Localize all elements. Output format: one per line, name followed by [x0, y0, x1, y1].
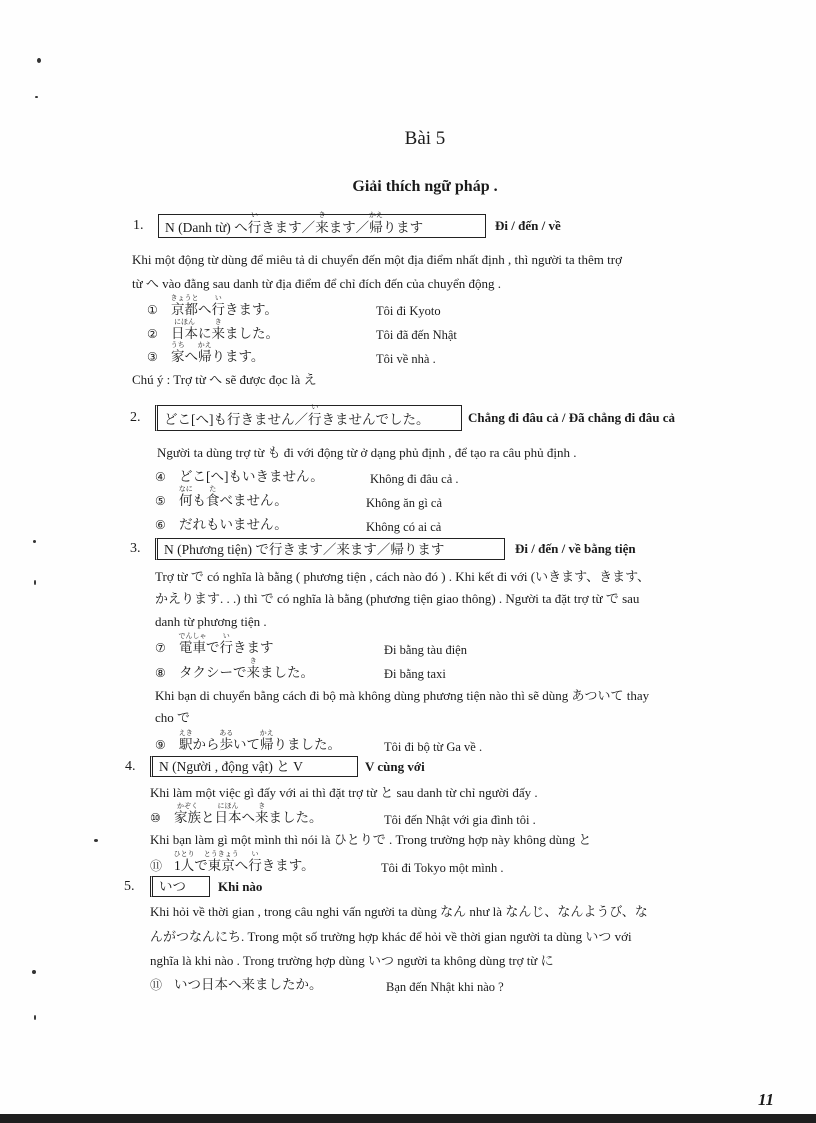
example-sentence	[150, 802, 323, 826]
kanji-with-furigana: 行 い	[308, 411, 322, 428]
japanese-text: で	[206, 640, 220, 655]
kanji-with-furigana: 来 き	[255, 810, 269, 826]
example-translation: Không ăn gì cả	[366, 496, 443, 510]
example-japanese	[179, 517, 288, 532]
kanji-with-furigana: 家族 かぞく	[174, 810, 201, 826]
example-marker: ⑧	[155, 666, 166, 680]
grammar-meaning: Đi / đến / về	[495, 218, 561, 233]
grammar-point-1-header	[133, 211, 561, 238]
kanji-with-furigana: 何 なに	[179, 493, 193, 509]
kanji-with-furigana: 日本 にほん	[171, 326, 198, 342]
example-marker: ④	[155, 470, 166, 484]
scan-speck	[34, 580, 36, 585]
example-marker: ⑤	[155, 494, 166, 508]
furigana: とうきょう	[203, 850, 239, 858]
kanji-with-furigana: 家 うち	[171, 349, 185, 365]
kanji-with-furigana: 来 き	[247, 665, 261, 681]
japanese-text: へ	[198, 302, 212, 317]
japanese-text: タクシーで	[179, 665, 247, 680]
example-japanese	[171, 318, 279, 341]
kanji-with-furigana: 電車 でんしゃ	[179, 640, 206, 656]
furigana: でんしゃ	[178, 632, 207, 640]
example-japanese	[170, 341, 265, 364]
example-marker: ⑦	[155, 641, 166, 655]
example-sentence	[155, 485, 288, 509]
example-translation: Đi bằng taxi	[384, 667, 446, 681]
kanji-with-furigana: 来 き	[212, 326, 226, 342]
japanese-text: から	[192, 737, 220, 752]
example-marker: ⑥	[155, 518, 166, 532]
japanese-text: へ	[184, 349, 198, 364]
example-sentence	[150, 850, 315, 874]
kanji-with-furigana: 帰 かえ	[369, 219, 383, 236]
furigana: にほん	[217, 802, 239, 810]
example-sentence	[147, 318, 279, 342]
japanese-text: N (Phương tiện) で行きます／来ます／帰ります	[164, 542, 445, 557]
example-marker: ⑩	[150, 811, 161, 825]
grammar-point-number: 1.	[133, 218, 144, 233]
furigana: ある	[219, 729, 234, 737]
grammar-meaning: Chẳng đi đâu cả / Đã chẳng đi đâu cả	[468, 410, 675, 425]
kanji-with-furigana: 行 い	[248, 858, 262, 874]
explanation-line: Khi bạn di chuyển bằng cách đi bộ mà không dùng phương tiện nào thì sẽ dùng あついて thay	[155, 688, 650, 703]
japanese-text: きます。	[261, 858, 315, 873]
japanese-text: いつ日本へ来ましたか。	[174, 977, 323, 992]
japanese-text: ました。	[268, 810, 323, 825]
kanji-with-furigana: 帰 かえ	[198, 349, 212, 365]
furigana: かえ	[197, 341, 212, 349]
japanese-text: どこ[へ]も行きません／	[164, 412, 308, 427]
scan-speck	[35, 96, 38, 98]
kanji-with-furigana: 1人 ひとり	[174, 858, 194, 874]
japanese-text: に	[198, 326, 212, 341]
example-translation: Tôi đi Kyoto	[376, 304, 441, 318]
example-japanese	[174, 802, 323, 825]
example-sentence	[155, 632, 274, 656]
furigana: き	[258, 802, 266, 810]
explanation-line: Khi làm một việc gì đấy với ai thì đặt trợ từ と sau danh từ chỉ người đấy .	[150, 785, 538, 800]
example-japanese	[178, 485, 288, 508]
furigana: い	[311, 403, 319, 411]
japanese-text: と	[201, 810, 215, 825]
furigana: うち	[170, 341, 185, 349]
japanese-text: で	[194, 858, 208, 873]
furigana: なに	[178, 485, 193, 493]
furigana: き	[249, 657, 257, 665]
japanese-text: も	[192, 493, 206, 508]
example-marker: ⑨	[155, 738, 166, 752]
japanese-text: だれもいません。	[179, 517, 288, 532]
example-japanese	[173, 850, 315, 873]
grammar-point-3-header	[130, 538, 636, 560]
example-sentence	[155, 517, 288, 533]
furigana: い	[251, 850, 259, 858]
example-japanese	[179, 657, 314, 680]
explanation-line: Người ta dùng trợ từ も đi với động từ ở dạng phủ định , để tạo ra câu phủ định .	[157, 445, 577, 460]
furigana: にほん	[174, 318, 195, 326]
scan-speck	[33, 540, 36, 543]
grammar-point-number: 5.	[124, 878, 135, 894]
explanation-line: Trợ từ で có nghĩa là bằng ( phương tiện , cách nào đó ) . Khi kết đi với (いきます、きます、	[155, 569, 651, 584]
japanese-text: へ	[241, 810, 255, 825]
grammar-point-number: 2.	[130, 410, 141, 425]
kanji-with-furigana: 日本 にほん	[215, 810, 242, 826]
example-translation: Tôi đi bộ từ Ga về .	[384, 740, 483, 754]
japanese-text: きます／	[261, 220, 316, 235]
explanation-line: Khi bạn làm gì một mình thì nói là ひとりで . Trong trường hợp này không dùng と	[150, 832, 592, 847]
furigana: かえ	[259, 729, 274, 737]
example-japanese	[174, 977, 323, 992]
japanese-text: N (Người , động vật) と V	[159, 759, 303, 774]
explanation-line: Khi một động từ dùng để miêu tả di chuyển đến một địa điểm nhất định , thì người ta thêm trợ	[132, 252, 622, 267]
grammar-pattern-box	[155, 405, 462, 431]
furigana: い	[222, 632, 230, 640]
example-marker: ②	[147, 327, 158, 341]
explanation-line: danh từ phương tiện .	[155, 614, 267, 629]
example-translation: Tôi đến Nhật với gia đình tôi .	[384, 813, 536, 827]
japanese-text: ます／	[328, 220, 370, 235]
grammar-point-number: 4.	[125, 758, 136, 774]
explanation-line: んがつなんにち. Trong một số trường hợp khác để hỏi về thời gian người ta dùng いつ với	[150, 929, 632, 944]
grammar-point-number: 3.	[130, 541, 141, 556]
example-sentence	[155, 657, 314, 681]
kanji-with-furigana: 駅 えき	[179, 737, 193, 753]
scan-speck	[37, 58, 41, 63]
note-line: Chú ý : Trợ từ へ sẽ được đọc là え	[132, 372, 317, 387]
furigana: かぞく	[177, 802, 198, 810]
grammar-pattern-box	[158, 211, 486, 238]
example-translation: Tôi đi Tokyo một mình .	[381, 861, 504, 875]
scan-edge-band	[0, 1114, 816, 1123]
example-marker: ①	[147, 303, 158, 317]
kanji-with-furigana: 行 い	[212, 302, 226, 318]
grammar-pattern-box	[150, 876, 210, 897]
scan-speck	[32, 970, 36, 974]
furigana: きょうと	[170, 294, 199, 302]
explanation-line: cho で	[155, 710, 191, 725]
example-marker: ⑪	[150, 978, 163, 992]
japanese-text: いて	[233, 737, 260, 752]
grammar-point-2-header	[130, 405, 675, 431]
example-sentence	[147, 341, 265, 365]
japanese-text: ました。	[260, 665, 314, 680]
japanese-text: りました。	[273, 737, 341, 752]
japanese-text: ります。	[211, 349, 265, 364]
furigana: き	[214, 318, 222, 326]
example-japanese	[179, 469, 324, 484]
grammar-meaning: Khi nào	[218, 878, 263, 894]
japanese-text: N (Danh từ) へ	[165, 220, 248, 235]
furigana: い	[250, 211, 258, 219]
furigana: い	[214, 294, 222, 302]
example-japanese	[178, 729, 341, 752]
japanese-text: きます	[233, 640, 274, 655]
furigana: き	[318, 211, 326, 219]
explanation-line: かえります. . .) thì で có nghĩa là bằng (phương tiện giao thông) . Người ta đặt trợ từ で sau	[155, 591, 640, 606]
example-translation: Không có ai cả	[366, 520, 442, 534]
japanese-text: どこ[へ]もいきません。	[179, 469, 324, 484]
explanation-line: Khi hỏi về thời gian , trong câu nghi vấn người ta dùng なん như là なんじ、なんようび、な	[150, 904, 648, 919]
example-translation: Tôi đã đến Nhật	[376, 328, 457, 342]
example-sentence	[155, 469, 324, 485]
japanese-text: きませんでした。	[321, 412, 430, 427]
explanation-line: nghĩa là khi nào . Trong trường hợp dùng いつ người ta không dùng trợ từ に	[150, 953, 554, 968]
example-sentence	[147, 294, 278, 318]
kanji-with-furigana: 歩 ある	[220, 737, 234, 753]
example-marker: ③	[147, 350, 158, 364]
grammar-pattern-box	[150, 756, 358, 777]
kanji-with-furigana: 東京 とうきょう	[203, 850, 239, 873]
furigana: た	[209, 485, 217, 493]
grammar-meaning: Đi / đến / về bằng tiện	[515, 541, 636, 556]
japanese-text: いつ	[159, 879, 186, 894]
page-number: 11	[758, 1090, 775, 1109]
grammar-pattern-box	[155, 538, 505, 560]
furigana: かえ	[368, 211, 383, 219]
japanese-text: へ	[234, 858, 249, 873]
japanese-text: ました。	[225, 326, 279, 341]
example-translation: Bạn đến Nhật khi nào ?	[386, 980, 504, 994]
lesson-title: Bài 5	[404, 128, 446, 149]
scan-speck	[34, 1015, 36, 1020]
japanese-text: ります	[382, 220, 424, 235]
example-translation: Không đi đâu cả .	[370, 472, 459, 486]
example-sentence	[155, 729, 341, 753]
furigana: えき	[178, 729, 193, 737]
example-translation: Đi bằng tàu điện	[384, 643, 467, 657]
example-translation: Tôi về nhà .	[376, 352, 436, 366]
kanji-with-furigana: 京都 きょうと	[171, 302, 198, 318]
explanation-line: từ へ vào đằng sau danh từ địa điểm để chỉ đích đến của chuyển động .	[132, 276, 501, 291]
japanese-text: べません。	[219, 493, 288, 508]
scan-speck	[94, 839, 98, 842]
kanji-with-furigana: 帰 かえ	[260, 737, 274, 753]
kanji-with-furigana: 来 き	[315, 219, 329, 236]
grammar-point-5-header	[124, 876, 262, 897]
example-sentence	[150, 977, 323, 993]
japanese-text: きます。	[225, 302, 278, 317]
section-heading: Giải thích ngữ pháp .	[352, 178, 498, 195]
grammar-point-4-header	[125, 756, 425, 777]
kanji-with-furigana: 行 い	[220, 640, 234, 656]
furigana: ひとり	[173, 850, 195, 858]
kanji-with-furigana: 食 た	[206, 493, 220, 509]
example-marker: ⑪	[150, 859, 163, 873]
kanji-with-furigana: 行 い	[248, 219, 262, 236]
example-japanese	[170, 294, 278, 317]
example-japanese	[178, 632, 274, 655]
grammar-meaning: V cùng với	[365, 758, 425, 774]
